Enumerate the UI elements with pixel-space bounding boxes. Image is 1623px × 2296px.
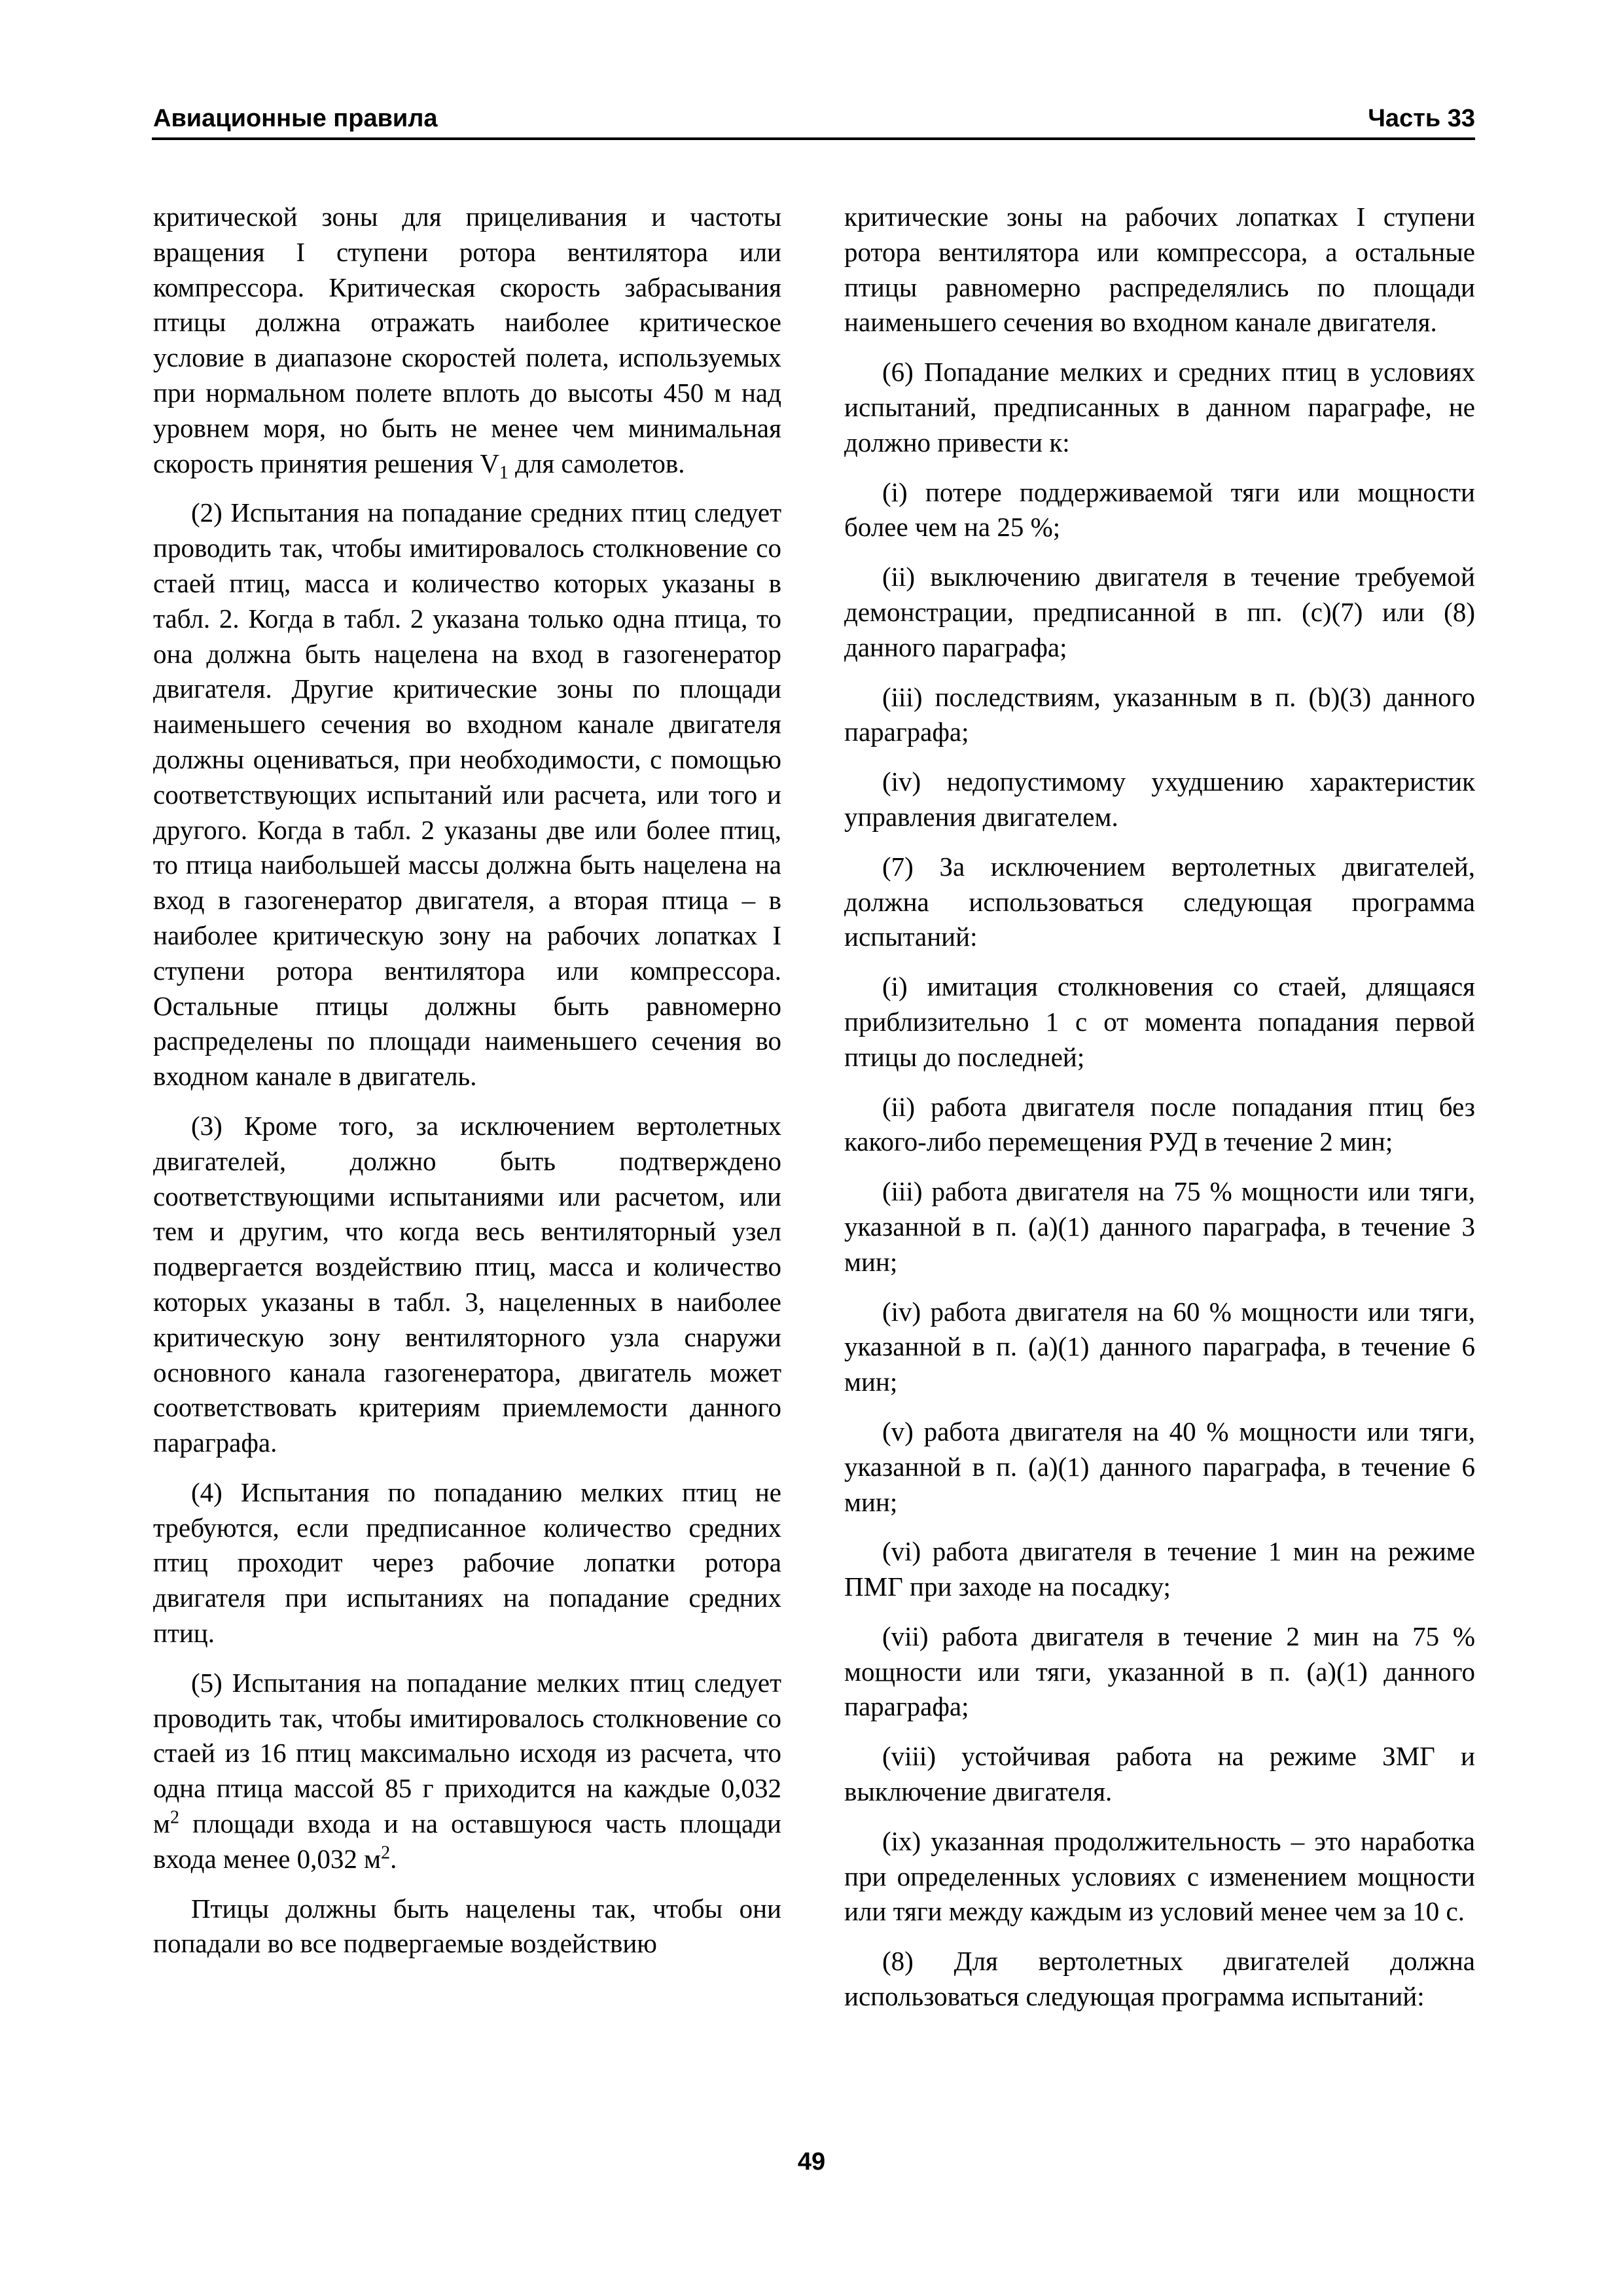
list-item: (ii) выключению двигателя в течение требуемой демонстрации, предписанной в пп. (c)(7) или (8) данного параграфа; [844,562,1475,662]
list-item: (iv) недопустимому ухудшению характеристик управления двигателем. [844,766,1475,832]
paragraph: (4) Испытания по попаданию мелких птиц не требуются, если предписанное количество средних птиц проходит через рабочие лопатки ротора двигателя при испытаниях на попадание средних птиц. [153,1477,781,1649]
paragraph: (3) Кроме того, за исключением вертолетных двигателей, должно быть подтверждено соответствующими испытаниями или расчетом, или тем и другим, что когда весь вентиляторный узел подвергается воздействию птиц, масса и количество которых указаны в табл. 3, нацеленных в наиболее критическую зону вентиляторного узла снаружи основного канала газогенератора, двигатель может соответствовать критериям приемлемости данного параграфа. [153,1110,781,1458]
list-item: (ix) указанная продолжительность – это наработка при определенных условиях с изменением мощности или тяги между каждым из условий менее чем за 10 с. [844,1825,1475,1927]
list-item: (vi) работа двигателя в течение 1 мин на режиме ПМГ при заходе на посадку; [844,1536,1475,1602]
list-item: (vii) работа двигателя в течение 2 мин на 75 % мощности или тяги, указанной в п. (a)(1) данного параграфа; [844,1621,1475,1722]
page-number: 49 [797,2148,826,2176]
running-header-title: Авиационные правила [153,105,438,132]
paragraph: Птицы должны быть нацелены так, чтобы они попадали во все подвергаемые воздействию [153,1893,781,1959]
paragraph: (7) За исключением вертолетных двигателей, должна использоваться следующая программа испытаний: [844,851,1475,952]
paragraph: (6) Попадание мелких и средних птиц в условиях испытаний, предписанных в данном параграфе, не должно привести к: [844,357,1475,457]
list-item: (iii) последствиям, указанным в п. (b)(3) данного параграфа; [844,681,1475,747]
list-item: (i) потере поддерживаемой тяги или мощности более чем на 25 %; [844,476,1475,543]
right-column [844,200,1475,2029]
paragraph: (2) Испытания на попадание средних птиц следует проводить так, чтобы имитировалось столкновение со стаей птиц, масса и количество которых указаны в табл. 2. Когда в табл. 2 указана только одна птица, то она должна быть нацелена на вход в газогенератор двигателя. Другие критические зоны по площади наименьшего сечения во входном канале двигателя должны оцениваться, при необходимости, с помощью соответствующих испытаний или расчета, или того и другого. Когда в табл. 2 указаны две или более птиц, то птица наибольшей массы должна быть нацелена на вход в газогенератор двигателя, а вторая птица – в наиболее критическую зону на рабочих лопатках I ступени ротора вентилятора или компрессора. Остальные птицы должны быть равномерно распределены по площади наименьшего сечения во входном канале в двигатель. [153,497,781,1092]
paragraph: (5) Испытания на попадание мелких птиц следует проводить так, чтобы имитировалось столкновение со стаей из 16 птиц максимально исходя из расчета, что одна птица массой 85 г приходится на каждые 0,032 $м^2$ площади входа и на оставшуюся часть площади входа менее 0,032 $м^2$. [153,1667,781,1874]
paragraph: (8) Для вертолетных двигателей должна использоваться следующая программа испытаний: [844,1946,1475,2012]
list-item: (ii) работа двигателя после попадания птиц без какого-либо перемещения РУД в течение 2 мин; [844,1091,1475,1157]
list-item: (iii) работа двигателя на 75 % мощности или тяги, указанной в п. (a)(1) данного параграфа, в течение 3 мин; [844,1176,1475,1277]
running-header-part: Часть 33 [1368,105,1475,132]
header-divider [152,137,1475,140]
left-column [153,200,781,1976]
paragraph: критической зоны для прицеливания и частоты вращения I ступени ротора вентилятора или компрессора. Критическая скорость забрасывания птицы должна отражать наиболее критическое условие в диапазоне скоростей полета, используемых при нормальном полете вплоть до высоты 450 м над уровнем моря, но быть не менее чем минимальная скорость принятия решения $V_1$ для самолетов. [153,202,781,483]
list-item: (v) работа двигателя на 40 % мощности или тяги, указанной в п. (a)(1) данного параграфа, в течение 6 мин; [844,1416,1475,1517]
paragraph: критические зоны на рабочих лопатках I ступени ротора вентилятора или компрессора, а остальные птицы равномерно распределялись по площади наименьшего сечения во входном канале двигателя. [844,202,1475,338]
list-item: (iv) работа двигателя на 60 % мощности или тяги, указанной в п. (a)(1) данного параграфа, в течение 6 мин; [844,1296,1475,1397]
list-item: (viii) устойчивая работа на режиме ЗМГ и выключение двигателя. [844,1741,1475,1807]
list-item: (i) имитация столкновения со стаей, длящаяся приблизительно 1 с от момента попадания первой птицы до последней; [844,971,1475,1072]
